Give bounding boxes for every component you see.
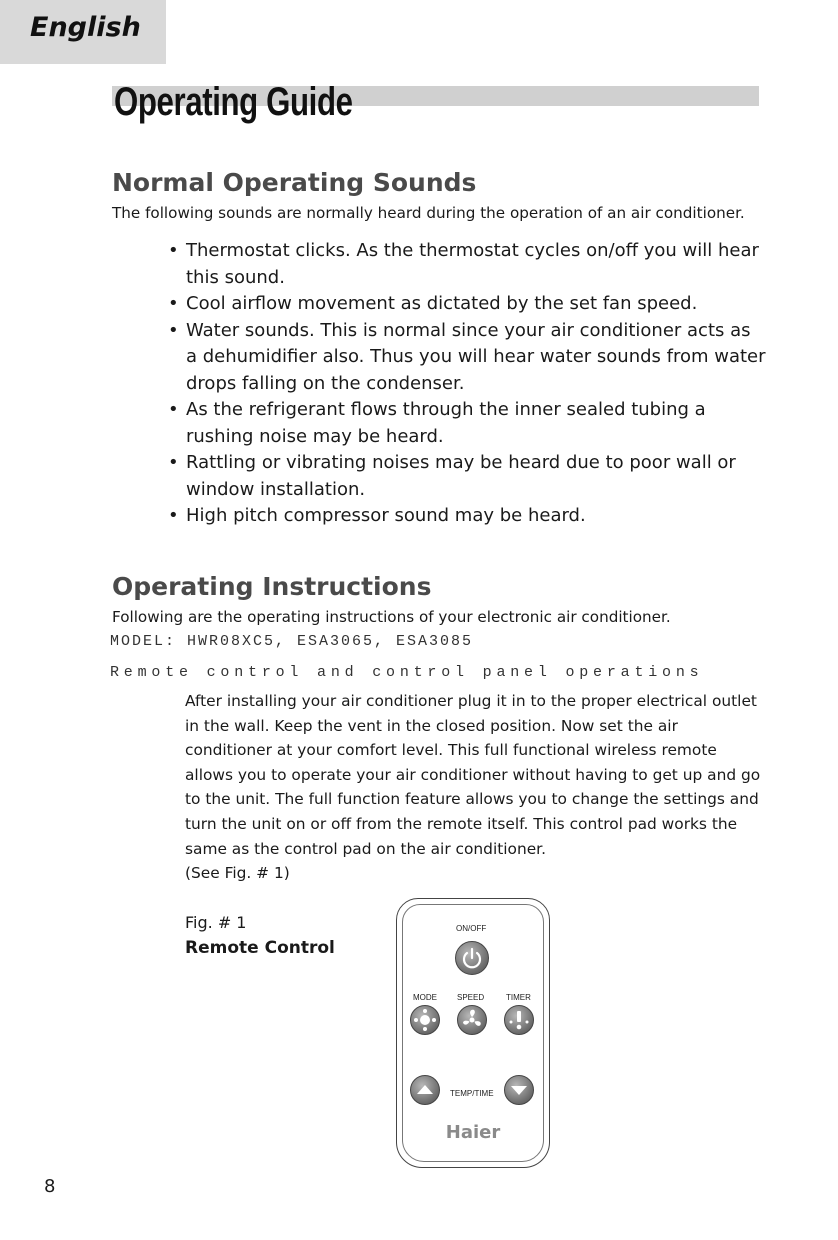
timer-icon [505, 1006, 533, 1034]
instructions-heading: Operating Instructions [112, 572, 432, 601]
page-title: Operating Guide [114, 80, 353, 124]
sounds-intro: The following sounds are normally heard during the operation of an air conditioner. [112, 204, 745, 222]
speed-label: SPEED [457, 993, 485, 1002]
arrow-down-icon [505, 1076, 533, 1104]
power-button [455, 941, 489, 975]
list-item: • Cool airflow movement as dictated by the set fan speed. [166, 291, 766, 318]
sounds-list [166, 238, 766, 530]
language-tab [0, 0, 166, 64]
see-figure-ref: (See Fig. # 1) [185, 864, 290, 883]
timer-label: TIMER [506, 993, 531, 1002]
temp-up-button [410, 1075, 440, 1105]
fan-icon [458, 1006, 486, 1034]
list-item: • Rattling or vibrating noises may be heard due to poor wall or window installation. [166, 450, 766, 503]
mode-label: MODE [413, 993, 437, 1002]
timer-button [504, 1005, 534, 1035]
brand-logo: Haier [445, 1122, 501, 1143]
power-icon [456, 942, 488, 974]
mode-icon [411, 1006, 439, 1034]
temp-time-label: TEMP/TIME [450, 1089, 494, 1098]
page-number: 8 [44, 1176, 56, 1197]
remote-control-illustration [396, 898, 550, 1168]
language-label: English [30, 12, 141, 43]
figure-number: Fig. # 1 [185, 913, 247, 932]
instructions-paragraph [185, 689, 765, 886]
arrow-up-icon [411, 1076, 439, 1104]
temp-down-button [504, 1075, 534, 1105]
mode-button [410, 1005, 440, 1035]
subsection-heading: Remote control and control panel operations [110, 664, 704, 681]
speed-button [457, 1005, 487, 1035]
list-item: • Water sounds. This is normal since your air conditioner acts as a dehumidifier also. Thus you will hear water sounds from water drops falling on the condenser. [166, 318, 766, 398]
list-item: • High pitch compressor sound may be heard. [166, 503, 766, 530]
list-item: • As the refrigerant flows through the inner sealed tubing a rushing noise may be heard. [166, 397, 766, 450]
list-item: • Thermostat clicks. As the thermostat cycles on/off you will hear this sound. [166, 238, 766, 291]
instructions-intro: Following are the operating instructions of your electronic air conditioner. [112, 608, 671, 626]
on-off-label: ON/OFF [456, 924, 487, 933]
paragraph-text: After installing your air conditioner plug it in to the proper electrical outlet in the wall. Keep the vent in the closed position. Now set the air conditioner at your comfort level. This full functional wireless remote allows you to operate your air conditioner without having to get up and go to the unit. The full function feature allows you to change the settings and turn the unit on or off from the remote itself. This control pad works the same as the control pad on the air conditioner. [185, 692, 761, 858]
figure-caption: Remote Control [185, 938, 335, 958]
sounds-heading: Normal Operating Sounds [112, 168, 477, 197]
model-list: MODEL: HWR08XC5, ESA3065, ESA3085 [110, 633, 474, 650]
